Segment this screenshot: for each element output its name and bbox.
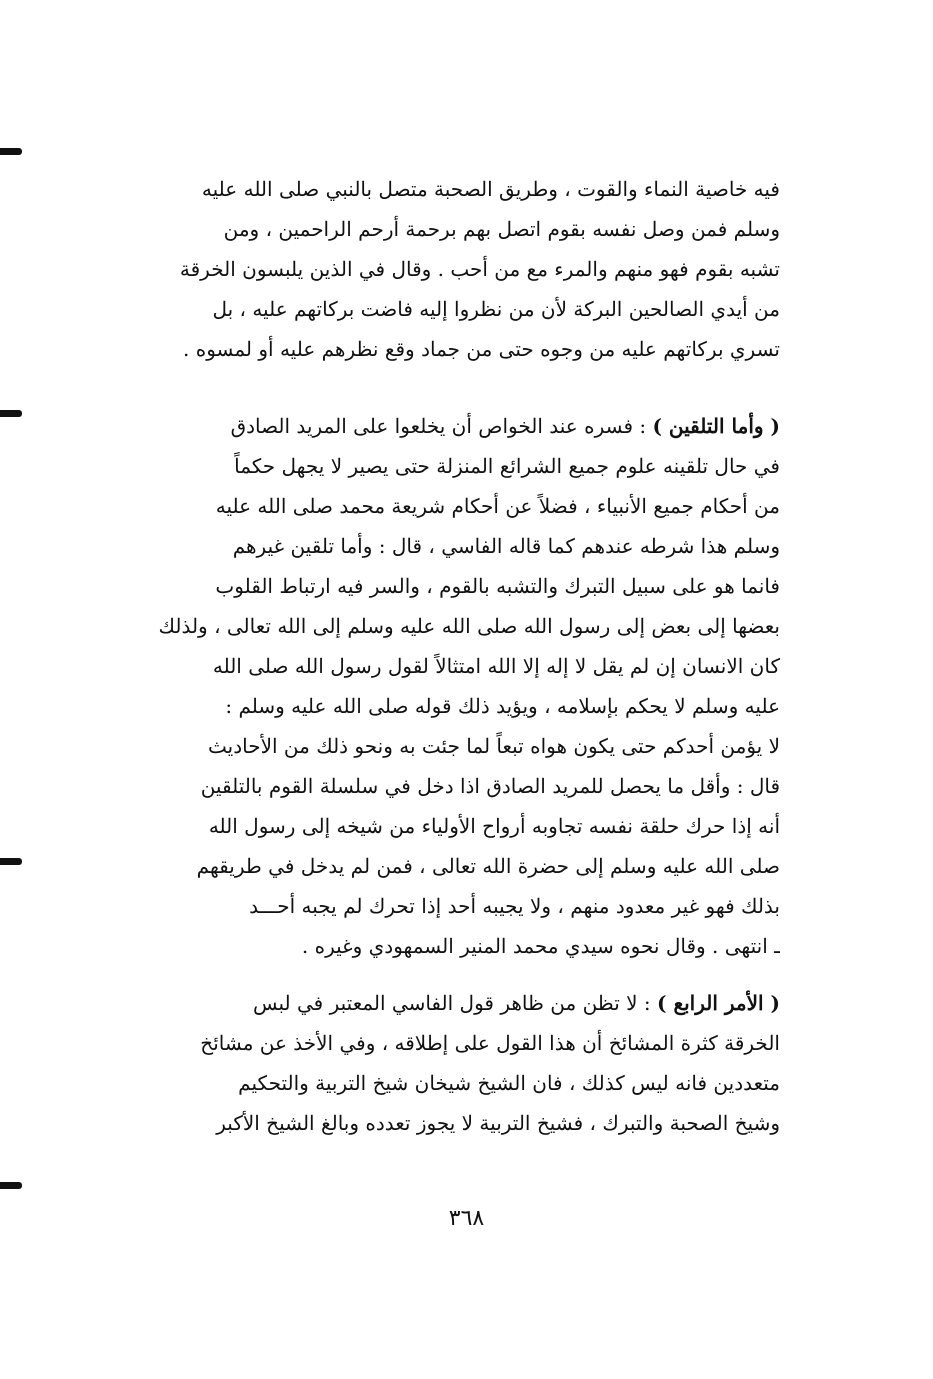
text-line: وسلم فمن وصل نفسه بقوم اتصل بهم برحمة أرحم الراحمين ، ومن	[223, 217, 780, 241]
text-line: لا يؤمن أحدكم حتى يكون هواه تبعاً لما جئت به ونحو ذلك من الأحاديث	[208, 734, 780, 758]
section-heading: ( الأمر الرابع )	[657, 991, 780, 1015]
text-line: عليه وسلم لا يحكم بإسلامه ، ويؤيد ذلك قوله صلى الله عليه وسلم :	[225, 694, 780, 718]
text-line: كان الانسان إن لم يقل لا إله إلا الله امتثالاً لقول رسول الله صلى الله	[212, 654, 780, 678]
text-line: ـ انتهى . وقال نحوه سيدي محمد المنير السمهودي وغيره .	[301, 934, 780, 958]
text-line: من أحكام جميع الأنبياء ، فضلاً عن أحكام شريعة محمد صلى الله عليه	[215, 494, 780, 518]
text-line: أنه إذا حرك حلقة نفسه تجاوبه أرواح الأولياء من شيخه إلى رسول الله	[208, 814, 780, 838]
margin-mark	[0, 1182, 22, 1189]
section-heading: ( وأما التلقين )	[652, 414, 780, 438]
margin-mark	[0, 148, 22, 155]
paragraph-fourth-matter	[120, 983, 780, 1143]
text-line: فانما هو على سبيل التبرك والتشبه بالقوم ، والسر فيه ارتباط القلوب	[215, 574, 780, 598]
text-line: في حال تلقينه علوم جميع الشرائع المنزلة حتى يصير لا يجهل حكماً	[234, 454, 780, 478]
text-line: تسري بركاتهم عليه من وجوه حتى من جماد وقع نظرهم عليه أو لمسوه .	[183, 337, 780, 361]
text-line	[120, 406, 780, 446]
text-line: بعضها إلى بعض إلى رسول الله صلى الله عليه وسلم إلى الله تعالى ، ولذلك	[158, 614, 780, 638]
paragraph-talqin	[120, 406, 780, 966]
text-line: بذلك فهو غير معدود منهم ، ولا يجيبه أحد إذا تحرك لم يجبه أحـــد	[249, 894, 780, 918]
text-line	[120, 983, 780, 1023]
text-run: : فسره عند الخواص أن يخلعوا على المريد الصادق	[230, 414, 647, 438]
text-line: من أيدي الصالحين البركة لأن من نظروا إليه فاضت بركاتهم عليه ، بل	[212, 297, 780, 321]
margin-mark	[0, 858, 22, 865]
text-line: تشبه بقوم فهو منهم والمرء مع من أحب . وقال في الذين يلبسون الخرقة	[179, 257, 780, 281]
page-number: ٣٦٨	[448, 1206, 485, 1231]
text-line: صلى الله عليه وسلم إلى حضرة الله تعالى ، فمن لم يدخل في طريقهم	[196, 854, 780, 878]
text-line: الخرقة كثرة المشائخ أن هذا القول على إطلاقه ، وفي الأخذ عن مشائخ	[200, 1031, 780, 1055]
text-run: : لا تظن من ظاهر قول الفاسي المعتبر في لبس	[253, 991, 651, 1015]
text-line: فيه خاصية النماء والقوت ، وطريق الصحبة متصل بالنبي صلى الله عليه	[201, 177, 780, 201]
margin-mark	[0, 410, 22, 417]
text-line: وسلم هذا شرطه عندهم كما قاله الفاسي ، قال : وأما تلقين غيرهم	[232, 534, 780, 558]
paragraph-intro	[120, 169, 780, 369]
text-line: وشيخ الصحبة والتبرك ، فشيخ التربية لا يجوز تعدده وبالغ الشيخ الأكبر	[216, 1111, 780, 1135]
text-line: قال : وأقل ما يحصل للمريد الصادق اذا دخل في سلسلة القوم بالتلقين	[200, 774, 780, 798]
text-line: متعددين فانه ليس كذلك ، فان الشيخ شيخان شيخ التربية والتحكيم	[238, 1071, 780, 1095]
